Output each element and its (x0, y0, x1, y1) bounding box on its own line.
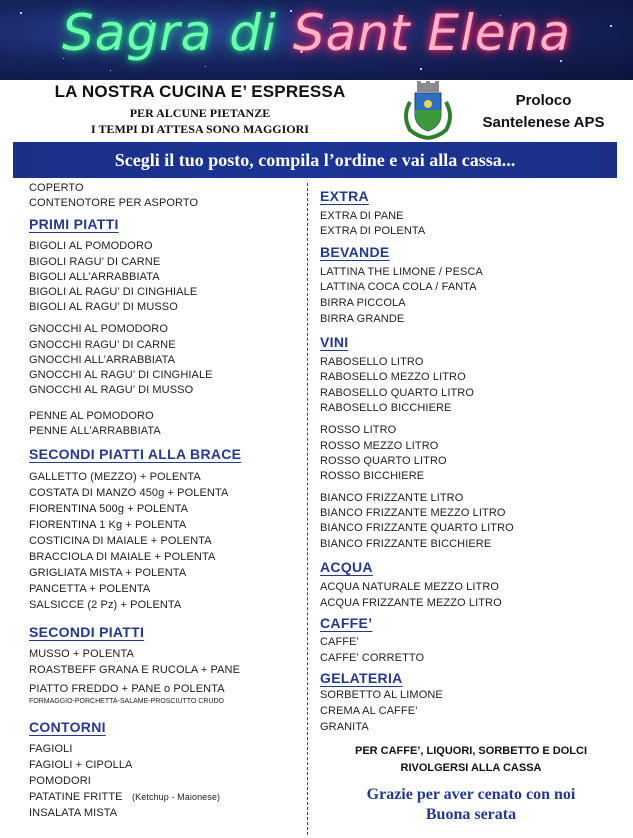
menu-item: CREMA AL CAFFE’ (320, 705, 418, 717)
menu-item: PIATTO FREDDO + PANE o POLENTA (29, 683, 225, 695)
section-title-acqua: ACQUA (320, 559, 373, 575)
header (0, 80, 633, 142)
menu-item: GNOCCHI ALL’ARRABBIATA (29, 354, 176, 366)
menu-item: SORBETTO AL LIMONE (320, 689, 443, 701)
menu-item: EXTRA DI PANE (320, 210, 404, 222)
section-title-contorni: CONTORNI (29, 719, 106, 735)
menu-item: LATTINA COCA COLA / FANTA (320, 281, 477, 293)
headline: LA NOSTRA CUCINA E’ ESPRESSA (54, 82, 346, 101)
section-title-secondi: SECONDI PIATTI (29, 624, 145, 640)
menu-item: RABOSELLO QUARTO LITRO (320, 387, 475, 399)
section-title-caffe: CAFFE’ (320, 615, 373, 631)
menu-item: BIANCO FRIZZANTE MEZZO LITRO (320, 507, 506, 519)
menu-item: GNOCCHI RAGU’ DI CARNE (29, 339, 176, 351)
section-title-vini: VINI (320, 334, 349, 350)
menu-item: EXTRA DI POLENTA (320, 225, 426, 237)
organizer (456, 90, 631, 134)
menu-item: ACQUA NATURALE MEZZO LITRO (320, 581, 500, 593)
menu-item: PENNE ALL’ARRABBIATA (29, 425, 161, 437)
menu-item: MUSSO + POLENTA (29, 648, 134, 660)
menu-item: COSTICINA DI MAIALE + POLENTA (29, 535, 212, 547)
menu-item: GALLETTO (MEZZO) + POLENTA (29, 471, 201, 483)
menu-item: BRACCIOLA DI MAIALE + POLENTA (29, 551, 216, 563)
menu-item: ACQUA FRIZZANTE MEZZO LITRO (320, 597, 502, 609)
thanks-line-2: Buona serata (425, 806, 517, 823)
menu-item: BIGOLI AL RAGU’ DI MUSSO (29, 301, 178, 313)
menu-item: GRIGLIATA MISTA + POLENTA (29, 567, 187, 579)
menu-item: GNOCCHI AL POMODORO (29, 323, 169, 335)
menu-item: RABOSELLO LITRO (320, 356, 424, 368)
menu-item: FAGIOLI (29, 743, 73, 755)
menu-item-patatine (29, 791, 220, 803)
section-title-gelateria: GELATERIA (320, 670, 403, 686)
organizer-line-1: Proloco (515, 92, 572, 109)
menu-item: BIRRA PICCOLA (320, 297, 406, 309)
menu-item: FIORENTINA 500g + POLENTA (29, 503, 189, 515)
menu-item: COSTATA DI MANZO 450g + POLENTA (29, 487, 229, 499)
subline-1: PER ALCUNE PIETANZE (129, 106, 271, 120)
menu-item: CONTENOTORE PER ASPORTO (29, 197, 199, 209)
section-title-primi: PRIMI PIATTI (29, 216, 119, 232)
menu-item: GRANITA (320, 721, 369, 733)
menu-item: BIGOLI AL POMODORO (29, 240, 153, 252)
menu-item: ROSSO QUARTO LITRO (320, 455, 447, 467)
menu-item: CAFFE’ (320, 636, 360, 648)
menu-item: INSALATA MISTA (29, 807, 118, 819)
menu-item: RABOSELLO MEZZO LITRO (320, 371, 466, 383)
menu-item: ROSSO LITRO (320, 424, 397, 436)
menu-item: PENNE AL POMODORO (29, 410, 154, 422)
banner-title-part2: Sant Elena (292, 4, 571, 62)
menu-item: FAGIOLI + CIPOLLA (29, 759, 133, 771)
cassa-note-line-1: PER CAFFE’, LIQUORI, SORBETTO E DOLCI (354, 745, 588, 757)
menu-item: BIANCO FRIZZANTE LITRO (320, 492, 464, 504)
menu-item: BIANCO FRIZZANTE QUARTO LITRO (320, 522, 514, 534)
menu-item: BIGOLI RAGU’ DI CARNE (29, 256, 161, 268)
menu-item: ROASTBEFF GRANA E RUCOLA + PANE (29, 664, 241, 676)
banner (0, 0, 633, 80)
menu-item: RABOSELLO BICCHIERE (320, 402, 452, 414)
menu-item: ROSSO BICCHIERE (320, 470, 425, 482)
menu-item: LATTINA THE LIMONE / PESCA (320, 266, 483, 278)
instruction-bar: Scegli il tuo posto, compila l’ordine e vai alla cassa... (13, 142, 617, 178)
menu-item-label: PATATINE FRITTE (29, 791, 123, 803)
column-divider (307, 183, 308, 835)
section-title-bevande: BEVANDE (320, 244, 390, 260)
coat-of-arms-icon (400, 80, 456, 140)
menu-item: ROSSO MEZZO LITRO (320, 440, 439, 452)
menu-item: PANCETTA + POLENTA (29, 583, 151, 595)
section-title-extra: EXTRA (320, 188, 369, 204)
piatto-freddo-note: FORMAGGIO-PORCHETTA-SALAME-PROSCIUTTO CRUDO (29, 698, 224, 705)
menu-item: BIRRA GRANDE (320, 313, 405, 325)
cassa-note-line-2: RIVOLGERSI ALLA CASSA (400, 762, 542, 774)
menu-item: GNOCCHI AL RAGU’ DI MUSSO (29, 384, 194, 396)
thanks-line-1: Grazie per aver cenato con noi (366, 786, 576, 803)
menu-item: SALSICCE (2 Pz) + POLENTA (29, 599, 182, 611)
menu-item: CAFFE’ CORRETTO (320, 652, 425, 664)
banner-title-part1: Sagra di (62, 4, 277, 62)
organizer-line-2: Santelenese APS (482, 114, 605, 131)
patatine-note: (Ketchup - Maionese) (132, 792, 221, 802)
menu-item: FIORENTINA 1 Kg + POLENTA (29, 519, 187, 531)
menu-item: BIGOLI AL RAGU’ DI CINGHIALE (29, 286, 198, 298)
menu-item: COPERTO (29, 182, 84, 194)
menu-item: BIANCO FRIZZANTE BICCHIERE (320, 538, 492, 550)
menu-item: BIGOLI ALL’ARRABBIATA (29, 271, 160, 283)
menu-item: GNOCCHI AL RAGU’ DI CINGHIALE (29, 369, 213, 381)
banner-title (0, 4, 633, 62)
header-left (0, 82, 400, 137)
menu-item: POMODORI (29, 775, 91, 787)
subline-2: I TEMPI DI ATTESA SONO MAGGIORI (91, 122, 309, 136)
section-title-brace: SECONDI PIATTI ALLA BRACE (29, 446, 242, 462)
